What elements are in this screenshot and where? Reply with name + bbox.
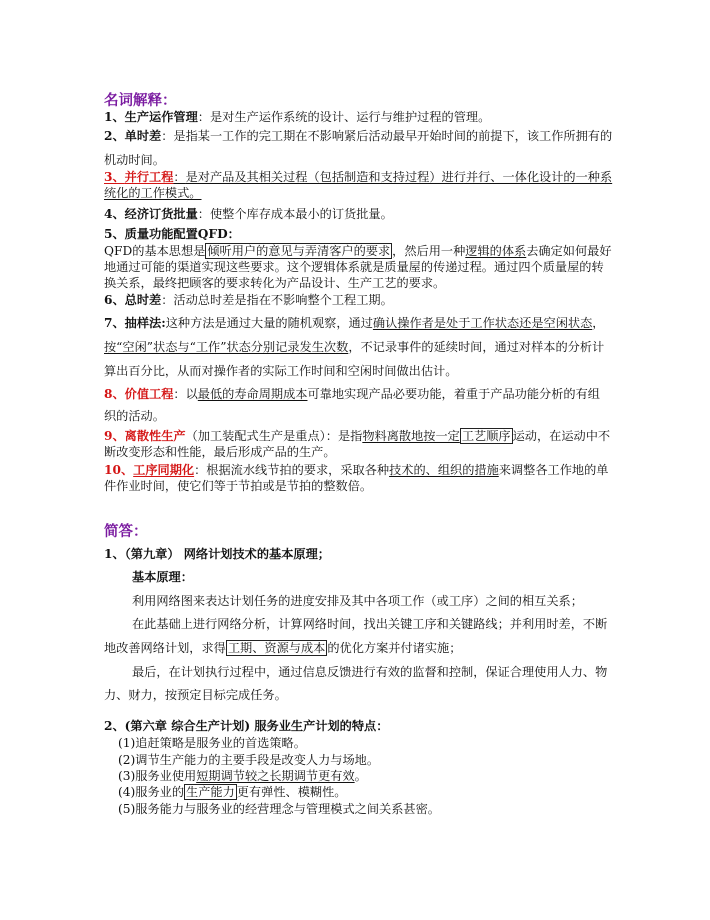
colon: ： — [173, 387, 186, 401]
text: (3)服务业使用 — [118, 769, 197, 783]
text: 更有弹性、模糊性。 — [236, 785, 347, 799]
answers-heading: 简答： — [104, 523, 148, 540]
colon: ： — [194, 463, 207, 477]
definition-9 — [104, 428, 610, 444]
definition-5-line3: 换关系，最终把顾客的要求转化为产品设计、生产工艺的要求。 — [104, 276, 446, 290]
definition-7-line2 — [104, 339, 604, 355]
definition-text: 使整个库存成本最小的订货批量。 — [209, 207, 393, 221]
term: 价值工程 — [124, 387, 174, 401]
definition-1 — [104, 109, 490, 125]
definition-2-cont: 机动时间。 — [104, 153, 165, 167]
underlined-text: 逻辑的体系 — [465, 244, 527, 258]
item-number: 5、 — [104, 227, 125, 241]
text: 运动，在运动中不 — [512, 429, 611, 443]
boxed-text: 工期、资源与成本 — [227, 641, 326, 655]
definition-10-cont: 件作业时间，使它们等于节拍或是节拍的整数倍。 — [104, 479, 373, 493]
colon: ： — [227, 227, 240, 241]
definition-9-cont: 断改变形态和性能，最后形成产品的生产。 — [104, 445, 336, 459]
underlined-text: 按“空闲”状态与“工作”状态分别记录发生次数 — [104, 340, 349, 354]
question-1-para2-line2 — [104, 640, 461, 656]
definition-3-cont: 统化的工作模式。 — [104, 186, 202, 200]
definition-8-cont: 织的活动。 — [104, 409, 165, 423]
underlined-text: 最低的寿命周期成本 — [197, 387, 308, 401]
text: QFD的基本思想是 — [104, 244, 206, 258]
definition-5-line2: 地通过可能的渠道实现这些要求。这个逻辑体系就是质量屋的传递过程。通过四个质量屋的转 — [104, 260, 604, 274]
item-number: 4、 — [104, 207, 125, 221]
question-1-para3-line2: 力、财力，按预定目标完成任务。 — [104, 688, 287, 702]
boxed-text: 工艺顺序 — [461, 429, 511, 443]
text: 这种方法是通过大量的随机观察，通过 — [165, 316, 373, 330]
boxed-text: 生产能力 — [186, 785, 235, 799]
question-2-point-1: (1)追赶策略是服务业的首选策略。 — [118, 736, 306, 750]
term: 离散性生产 — [124, 429, 186, 443]
text: 根据流水线节拍的要求，采取各种 — [206, 463, 390, 477]
colon: ： — [197, 207, 210, 221]
colon: ： — [161, 293, 174, 307]
text: 可靠地实现产品必要功能，着重于产品功能分析的有组 — [307, 387, 600, 401]
text: 来调整各工作地的单 — [498, 463, 609, 477]
term: 经济订货批量 — [124, 207, 198, 221]
definition-5 — [104, 226, 240, 242]
text: ：是指 — [325, 429, 363, 443]
question-1-para3-line1: 最后，在计划执行过程中，通过信息反馈进行有效的监督和控制，保证合理使用人力、物 — [132, 665, 608, 679]
item-number: 9、 — [104, 429, 125, 443]
text: ，然后用一种 — [392, 244, 466, 258]
question-2-point-5: (5)服务能力与服务业的经营理念与管理模式之间关系甚密。 — [118, 802, 440, 816]
text: ，不记录事件的延续时间，通过对样本的分析计 — [348, 340, 605, 354]
definition-7: 7、抽样法:这种方法是通过大量的随机观察，通过确认操作者是处于工作状态还是空闲状态， — [104, 316, 605, 330]
term: 工序同期化 — [133, 463, 195, 477]
definition-text: 是对产品及其相关过程（包括制造和支持过程）进行并行、一体化设计的一种系 — [185, 170, 613, 184]
definitions-heading: 名词解释： — [104, 92, 177, 109]
item-number: 6、 — [104, 293, 125, 307]
definition-6 — [104, 292, 393, 308]
question-2-point-4 — [118, 784, 346, 800]
definition-text: 活动总时差是指在不影响整个工程工期。 — [173, 293, 393, 307]
definition-text: 是指某一工作的完工期在不影响紧后活动最早开始时间的前提下，该工作所拥有的 — [173, 129, 613, 143]
definition-7-line3: 算出百分比，从而对操作者的实际工作时间和空闲时间做出估计。 — [104, 364, 458, 378]
question-1-subheading: 基本原理： — [132, 570, 193, 584]
item-number: 10、 — [104, 463, 134, 477]
term: 单时差 — [124, 129, 162, 143]
definition-2 — [104, 128, 612, 144]
definition-3 — [104, 169, 612, 185]
item-number: 8、 — [104, 387, 125, 401]
boxed-text: 倾听用户的意见与弄清客户的要求 — [207, 244, 391, 258]
question-1-para1: 利用网络图来表达计划任务的进度安排及其中各项工作（或工序）之间的相互关系； — [132, 594, 583, 608]
definition-5-line1 — [104, 243, 612, 259]
definition-10 — [104, 462, 608, 478]
item-number: 7、 — [104, 316, 125, 330]
text: 地改善网络计划，求得 — [104, 641, 226, 655]
definition-8 — [104, 386, 600, 402]
definition-text: 是对生产运作系统的设计、运行与维护过程的管理。 — [209, 110, 491, 124]
term: 抽样法 — [124, 316, 162, 330]
colon: ： — [197, 110, 210, 124]
question-2-point-2: (2)调节生产能力的主要手段是改变人力与场地。 — [118, 753, 380, 767]
colon: ： — [161, 129, 174, 143]
item-number: 1、 — [104, 110, 125, 124]
question-2-point-3 — [118, 768, 367, 784]
question-2-title: 2、(第六章 综合生产计划) 服务业生产计划的特点： — [104, 719, 389, 733]
paren-note: （加工装配式生产是重点） — [185, 429, 326, 443]
text: 的优化方案并付诸实施； — [327, 641, 462, 655]
underlined-text: 确认操作者是处于工作状态还是空闲状态 — [372, 316, 593, 330]
term: 生产运作管理 — [124, 110, 198, 124]
question-1-title: 1、（第九章） 网络计划技术的基本原理； — [104, 547, 330, 561]
underlined-text: 物料离散地按一定 — [362, 429, 460, 443]
definition-4 — [104, 206, 393, 222]
colon: ： — [173, 170, 186, 184]
text: 。 — [354, 769, 367, 783]
term: 总时差 — [124, 293, 162, 307]
term: 质量功能配置QFD — [124, 227, 228, 241]
underlined-text: 短期调节较之长期调节更有效 — [196, 769, 355, 783]
item-number: 2、 — [104, 129, 125, 143]
colon: : — [161, 316, 166, 330]
question-1-para2-line1: 在此基础上进行网络分析，计算网络时间，找出关键工序和关键路线；并利用时差，不断 — [132, 617, 608, 631]
text: 去确定如何最好 — [526, 244, 612, 258]
item-number: 3、 — [104, 170, 125, 184]
underlined-text: 技术的、组织的措施 — [389, 463, 499, 477]
text: (4)服务业的 — [118, 785, 185, 799]
term: 并行工程 — [124, 170, 174, 184]
text: 以 — [185, 387, 198, 401]
